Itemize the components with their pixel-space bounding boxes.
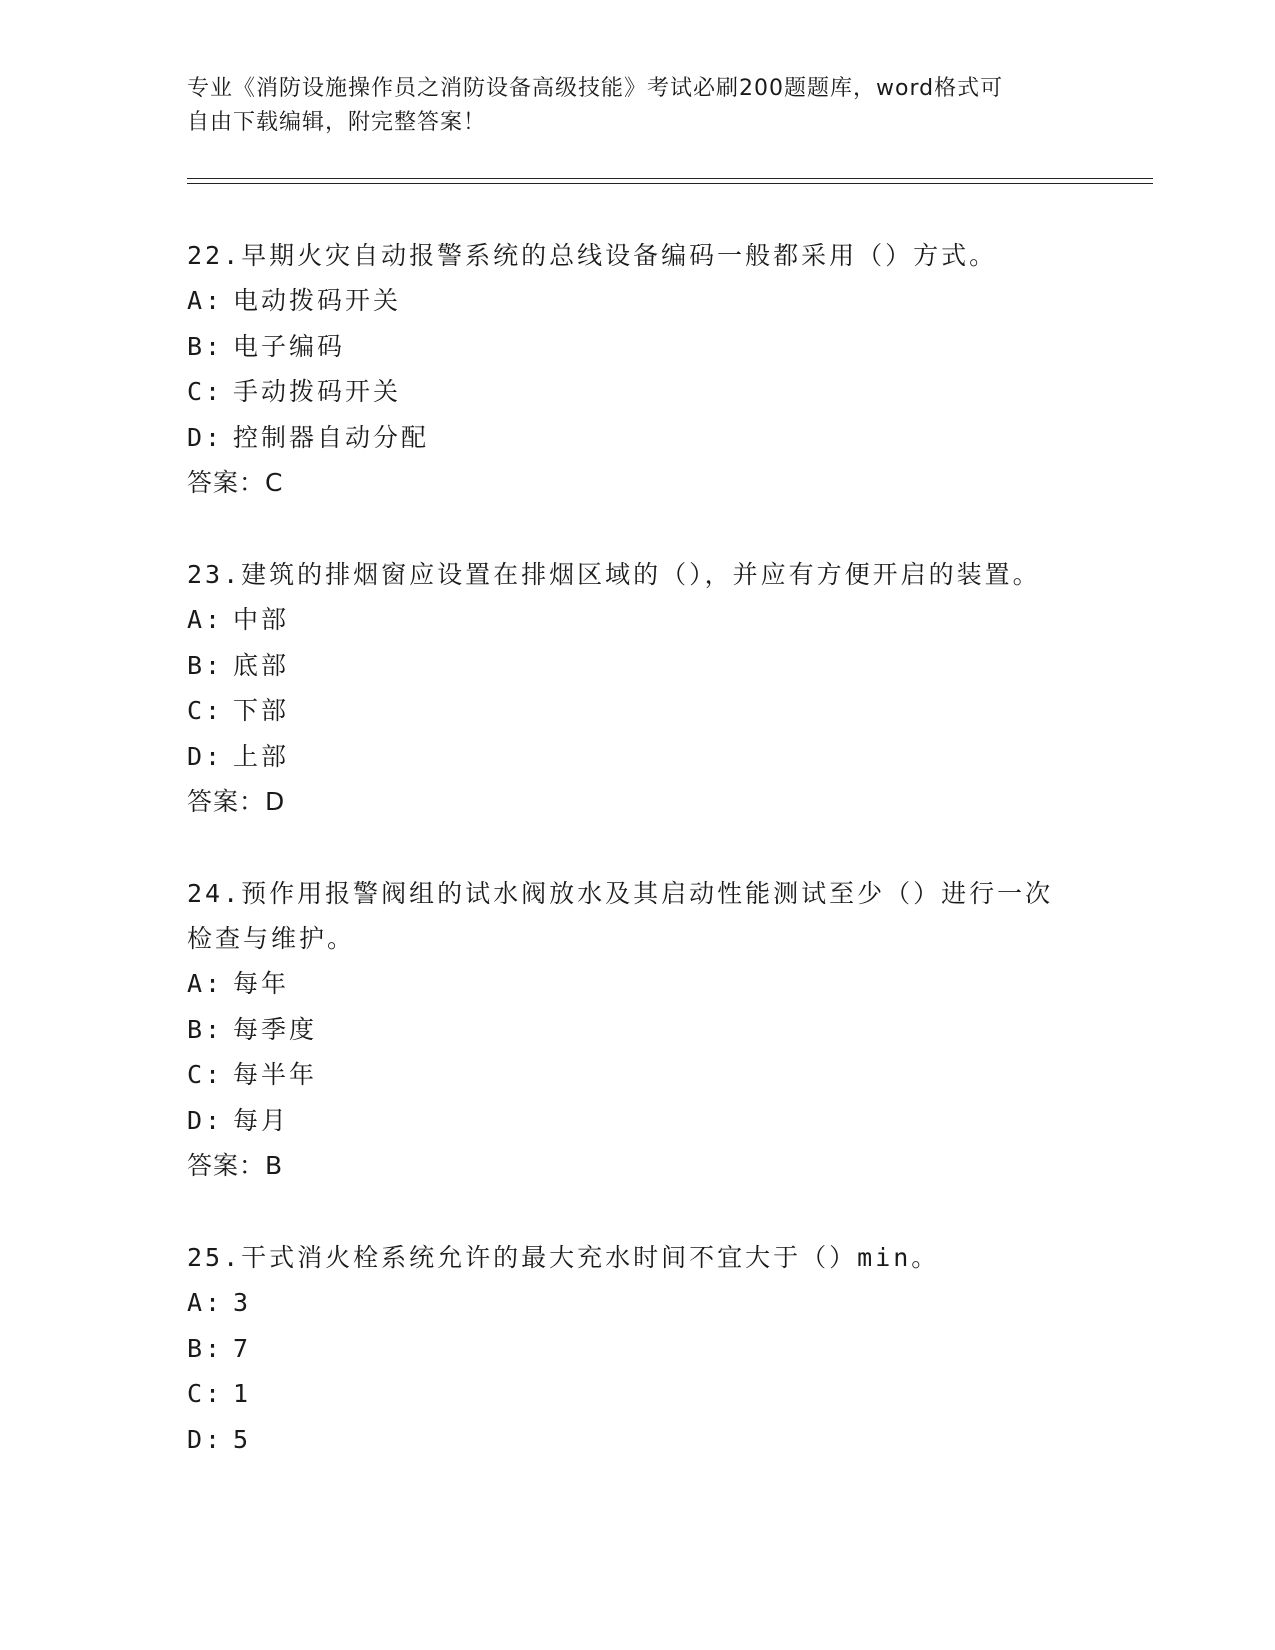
option-text: 底部 bbox=[233, 650, 290, 680]
option-text: 1 bbox=[233, 1379, 252, 1408]
option-letter: A: bbox=[187, 969, 224, 998]
option-text: 每月 bbox=[233, 1105, 290, 1135]
option-letter: D: bbox=[187, 1105, 224, 1135]
header-divider-bottom bbox=[187, 183, 1153, 184]
option-text: 7 bbox=[233, 1333, 252, 1363]
option-letter: C: bbox=[187, 696, 224, 725]
option-text: 3 bbox=[233, 1288, 252, 1317]
option-c bbox=[187, 1371, 1087, 1417]
option-d bbox=[187, 1417, 1087, 1463]
option-a bbox=[187, 1280, 1087, 1326]
option-d bbox=[187, 415, 1087, 461]
option-letter: C: bbox=[187, 1060, 224, 1089]
option-letter: D: bbox=[187, 1424, 224, 1454]
option-letter: A: bbox=[187, 286, 224, 315]
question-24 bbox=[187, 871, 1087, 1188]
option-text: 每半年 bbox=[233, 1060, 318, 1089]
question-stem: 22.早期火灾自动报警系统的总线设备编码一般都采用（）方式。 bbox=[187, 241, 998, 270]
answer-line: 答案：B bbox=[187, 1151, 284, 1180]
option-text: 电子编码 bbox=[233, 331, 346, 361]
option-text: 控制器自动分配 bbox=[233, 422, 430, 452]
question-23 bbox=[187, 552, 1087, 824]
option-letter: A: bbox=[187, 1288, 224, 1317]
header-divider-top bbox=[187, 178, 1153, 179]
option-letter: B: bbox=[187, 1014, 224, 1044]
option-text: 5 bbox=[233, 1424, 252, 1454]
option-letter: B: bbox=[187, 650, 224, 680]
option-a bbox=[187, 278, 1087, 324]
option-c bbox=[187, 1052, 1087, 1098]
option-b bbox=[187, 643, 1087, 689]
header-line-2: 自由下载编辑，附完整答案！ bbox=[187, 110, 487, 135]
option-letter: B: bbox=[187, 1333, 224, 1363]
option-text: 上部 bbox=[233, 741, 290, 771]
question-stem: 25.干式消火栓系统允许的最大充水时间不宜大于（）min。 bbox=[187, 1243, 940, 1272]
option-letter: C: bbox=[187, 1379, 224, 1408]
option-c bbox=[187, 369, 1087, 415]
option-d bbox=[187, 1098, 1087, 1144]
option-text: 下部 bbox=[233, 696, 290, 725]
option-c bbox=[187, 688, 1087, 734]
option-letter: B: bbox=[187, 331, 224, 361]
option-text: 电动拨码开关 bbox=[233, 286, 402, 315]
option-text: 手动拨码开关 bbox=[233, 377, 402, 406]
option-text: 每季度 bbox=[233, 1014, 318, 1044]
option-letter: A: bbox=[187, 605, 224, 634]
option-a bbox=[187, 961, 1087, 1007]
option-text: 每年 bbox=[233, 969, 290, 998]
question-stem: 23.建筑的排烟窗应设置在排烟区域的（），并应有方便开启的装置。 bbox=[187, 560, 1041, 589]
answer-line: 答案：C bbox=[187, 468, 284, 497]
option-a bbox=[187, 597, 1087, 643]
question-stem-line-1: 24.预作用报警阀组的试水阀放水及其启动性能测试至少（）进行一次 bbox=[187, 879, 1054, 908]
question-stem-line-2: 检查与维护。 bbox=[187, 924, 356, 953]
option-b bbox=[187, 324, 1087, 370]
document-header bbox=[187, 72, 1067, 140]
option-letter: D: bbox=[187, 741, 224, 771]
header-line-1: 专业《消防设施操作员之消防设备高级技能》考试必刷200题题库，word格式可 bbox=[187, 76, 1004, 101]
option-letter: D: bbox=[187, 422, 224, 452]
option-b bbox=[187, 1326, 1087, 1372]
question-25 bbox=[187, 1235, 1087, 1462]
answer-line: 答案：D bbox=[187, 787, 286, 816]
option-text: 中部 bbox=[233, 605, 290, 634]
option-d bbox=[187, 734, 1087, 780]
option-b bbox=[187, 1007, 1087, 1053]
option-letter: C: bbox=[187, 377, 224, 406]
question-22 bbox=[187, 233, 1087, 505]
